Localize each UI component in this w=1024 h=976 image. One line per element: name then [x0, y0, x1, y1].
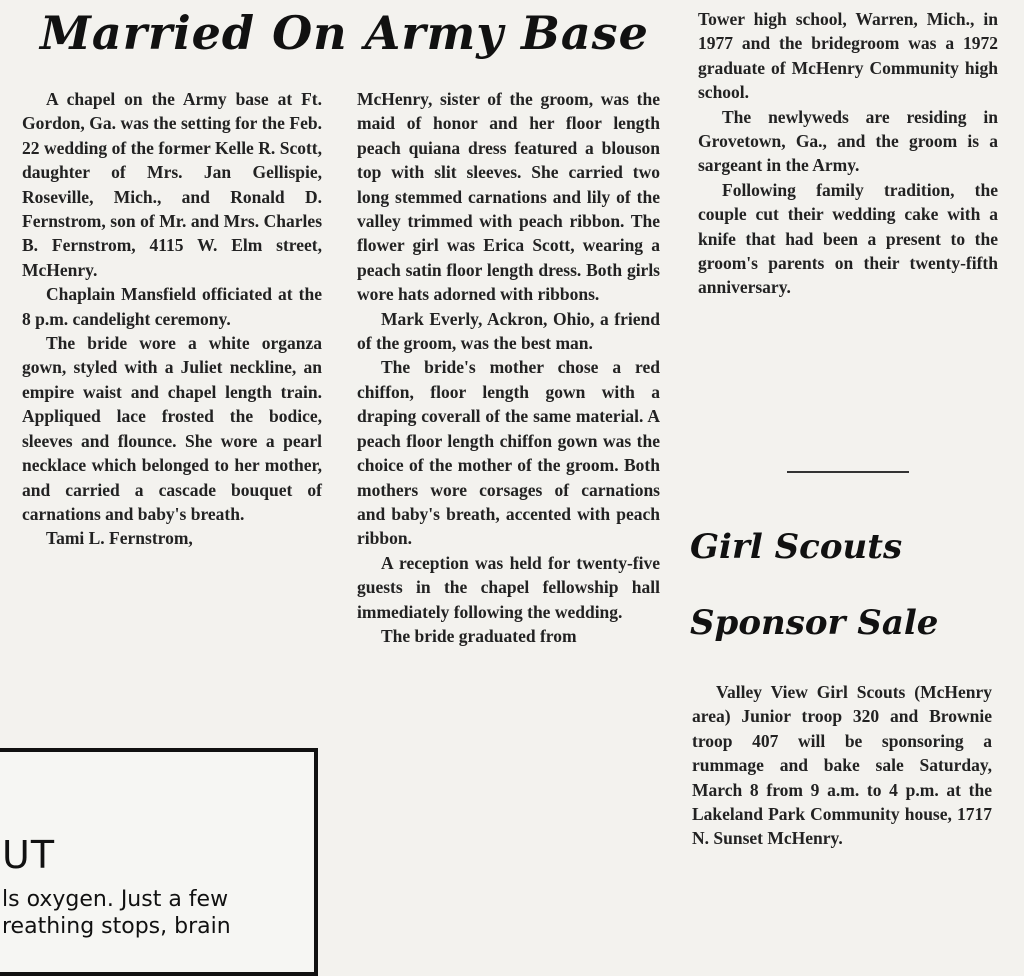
ad-line: reathing stops, brain [2, 914, 231, 939]
paragraph: The bride wore a white organza gown, styled with a Juliet neckline, an empire waist and chapel length train. Appliqued lace frosted the bodice, sleeves and flounce. She wore a pearl necklace which belonged to her mother, and carried a cascade bouquet of carnations and baby's breath. [22, 333, 322, 524]
paragraph: Tower high school, Warren, Mich., in 1977 and the bridegroom was a 1972 graduate of McHenry Community high school. [698, 9, 998, 103]
paragraph: Following family tradition, the couple cut their wedding cake with a knife that had been a present to the groom's parents on their twenty-fifth anniversary. [698, 179, 998, 298]
paragraph: A reception was held for twenty-five guests in the chapel fellowship hall immediately following the wedding. [357, 552, 660, 622]
paragraph: A chapel on the Army base at Ft. Gordon, Ga. was the setting for the Feb. 22 wedding of the former Kelle R. Scott, daughter of Mrs. Jan Gellispie, Roseville, Mich., and Ronald D. Fernstrom, son of Mr. and Mrs. Charles B. Fernstrom, 4115 W. Elm street, McHenry. [22, 89, 322, 280]
ad-body-text [2, 886, 302, 940]
ad-headline-fragment: UT [2, 833, 56, 877]
paragraph: The newlyweds are residing in Grovetown, Ga., and the groom is a sargeant in the Army. [698, 106, 998, 176]
paragraph: The bride's mother chose a red chiffon, floor length gown with a draping coverall of the same material. A peach floor length chiffon gown was the choice of the mother of the groom. Both mothers wore corsages of carnations and baby's breath, accented with peach ribbon. [357, 357, 660, 549]
paragraph: Valley View Girl Scouts (McHenry area) Junior troop 320 and Brownie troop 407 will be sponsoring a rummage and bake sale Saturday, March 8 from 9 a.m. to 4 p.m. at the Lakeland Park Community house, 1717 N. Sunset McHenry. [692, 682, 992, 849]
scouts-headline-line-1: Girl Scouts [690, 527, 903, 567]
article-headline: Married On Army Base [40, 6, 649, 60]
paragraph: Mark Everly, Ackron, Ohio, a friend of the groom, was the best man. [357, 308, 660, 354]
paragraph: The bride graduated from [381, 625, 577, 646]
scouts-article-body [692, 680, 992, 851]
article-column-2 [357, 87, 660, 648]
paragraph: Chaplain Mansfield officiated at the 8 p.m. candelight ceremony. [22, 284, 322, 329]
article-column-1 [22, 87, 322, 551]
paragraph: McHenry, sister of the groom, was the maid of honor and her floor length peach quiana dress featured a blouson top with slit sleeves. She carried two long stemmed carnations and lily of the valley trimmed with peach ribbon. The flower girl was Erica Scott, wearing a peach satin floor length dress. Both girls wore hats adorned with ribbons. [357, 89, 660, 305]
paragraph: Tami L. Fernstrom, [46, 528, 193, 549]
section-divider [787, 471, 909, 473]
article-column-3 [698, 7, 998, 300]
scouts-headline-line-2: Sponsor Sale [690, 603, 939, 643]
ad-line: ls oxygen. Just a few [2, 887, 229, 912]
